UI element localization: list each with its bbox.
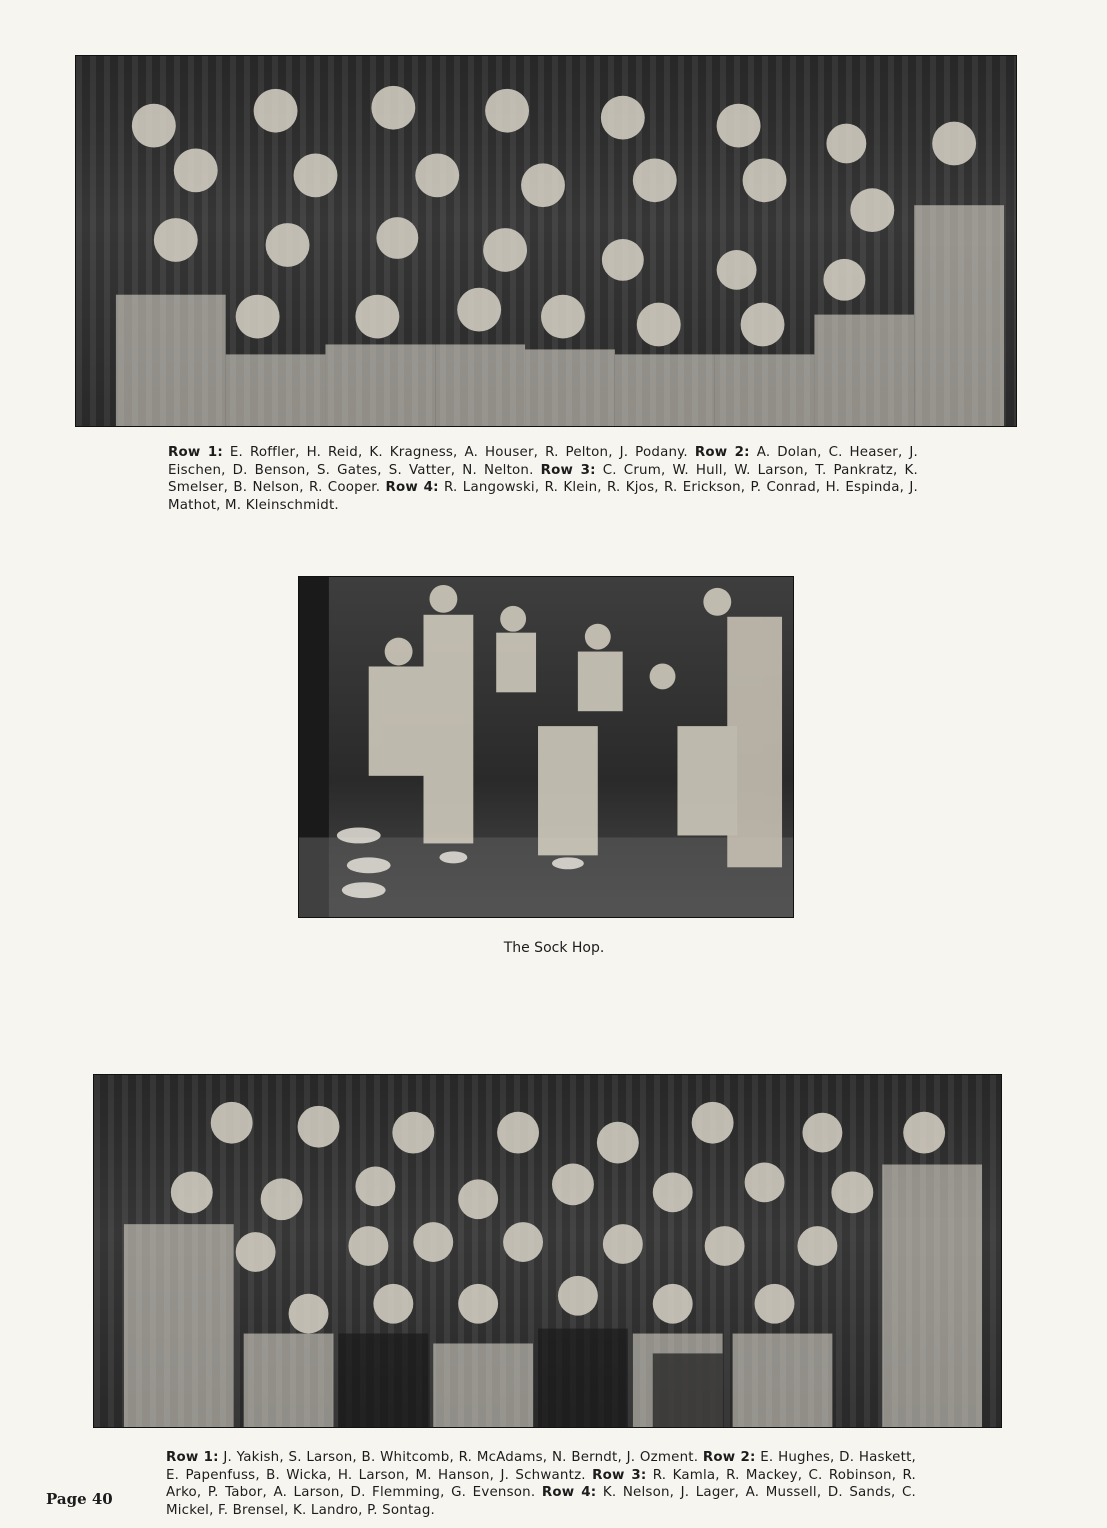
- row-names: E. Hughes, D. Haskett, E. Papenfuss, B. Wicka, H. Larson, M. Hanson, J. Schwantz.: [166, 1450, 916, 1483]
- row-names: J. Yakish, S. Larson, B. Whitcomb, R. McAdams, N. Berndt, J. Ozment.: [223, 1450, 699, 1465]
- row-label: Row 1:: [168, 445, 223, 460]
- row-label: Row 3:: [592, 1467, 647, 1483]
- row-names: A. Dolan, C. Heaser, J. Eischen, D. Benson, S. Gates, S. Vatter, N. Nelton.: [168, 445, 918, 478]
- row-label: Row 2:: [694, 445, 750, 460]
- row-label: Row 4:: [541, 1485, 597, 1500]
- page-number: Page 40: [46, 1490, 113, 1508]
- row-names: R. Langowski, R. Klein, R. Kjos, R. Erickson, P. Conrad, H. Espinda, J. Mathot, M. Kleinschmidt.: [168, 480, 918, 513]
- caption-top: [168, 444, 918, 514]
- row-label: Row 2:: [702, 1450, 756, 1465]
- row-label: Row 4:: [385, 480, 439, 495]
- row-label: Row 3:: [540, 462, 596, 478]
- sock-hop-figures: [299, 577, 793, 917]
- row-names: K. Nelson, J. Lager, A. Mussell, D. Sands, C. Mickel, F. Brensel, K. Landro, P. Sontag.: [166, 1485, 916, 1518]
- sock-hop-photo: [298, 576, 794, 918]
- row-names: R. Kamla, R. Mackey, C. Robinson, R. Arko, P. Tabor, A. Larson, D. Flemming, G. Evenson.: [166, 1467, 916, 1500]
- group-photo-top: [75, 55, 1017, 427]
- group-photo-top-figures: [76, 56, 1016, 426]
- sock-hop-caption: The Sock Hop.: [503, 940, 605, 956]
- group-photo-bottom-figures: [94, 1075, 1001, 1427]
- caption-bottom: [166, 1449, 916, 1519]
- group-photo-bottom: [93, 1074, 1002, 1428]
- row-names: E. Roffler, H. Reid, K. Kragness, A. Houser, R. Pelton, J. Podany.: [229, 445, 688, 460]
- row-label: Row 1:: [166, 1450, 219, 1465]
- row-names: C. Crum, W. Hull, W. Larson, T. Pankratz, K. Smelser, B. Nelson, R. Cooper.: [168, 462, 918, 495]
